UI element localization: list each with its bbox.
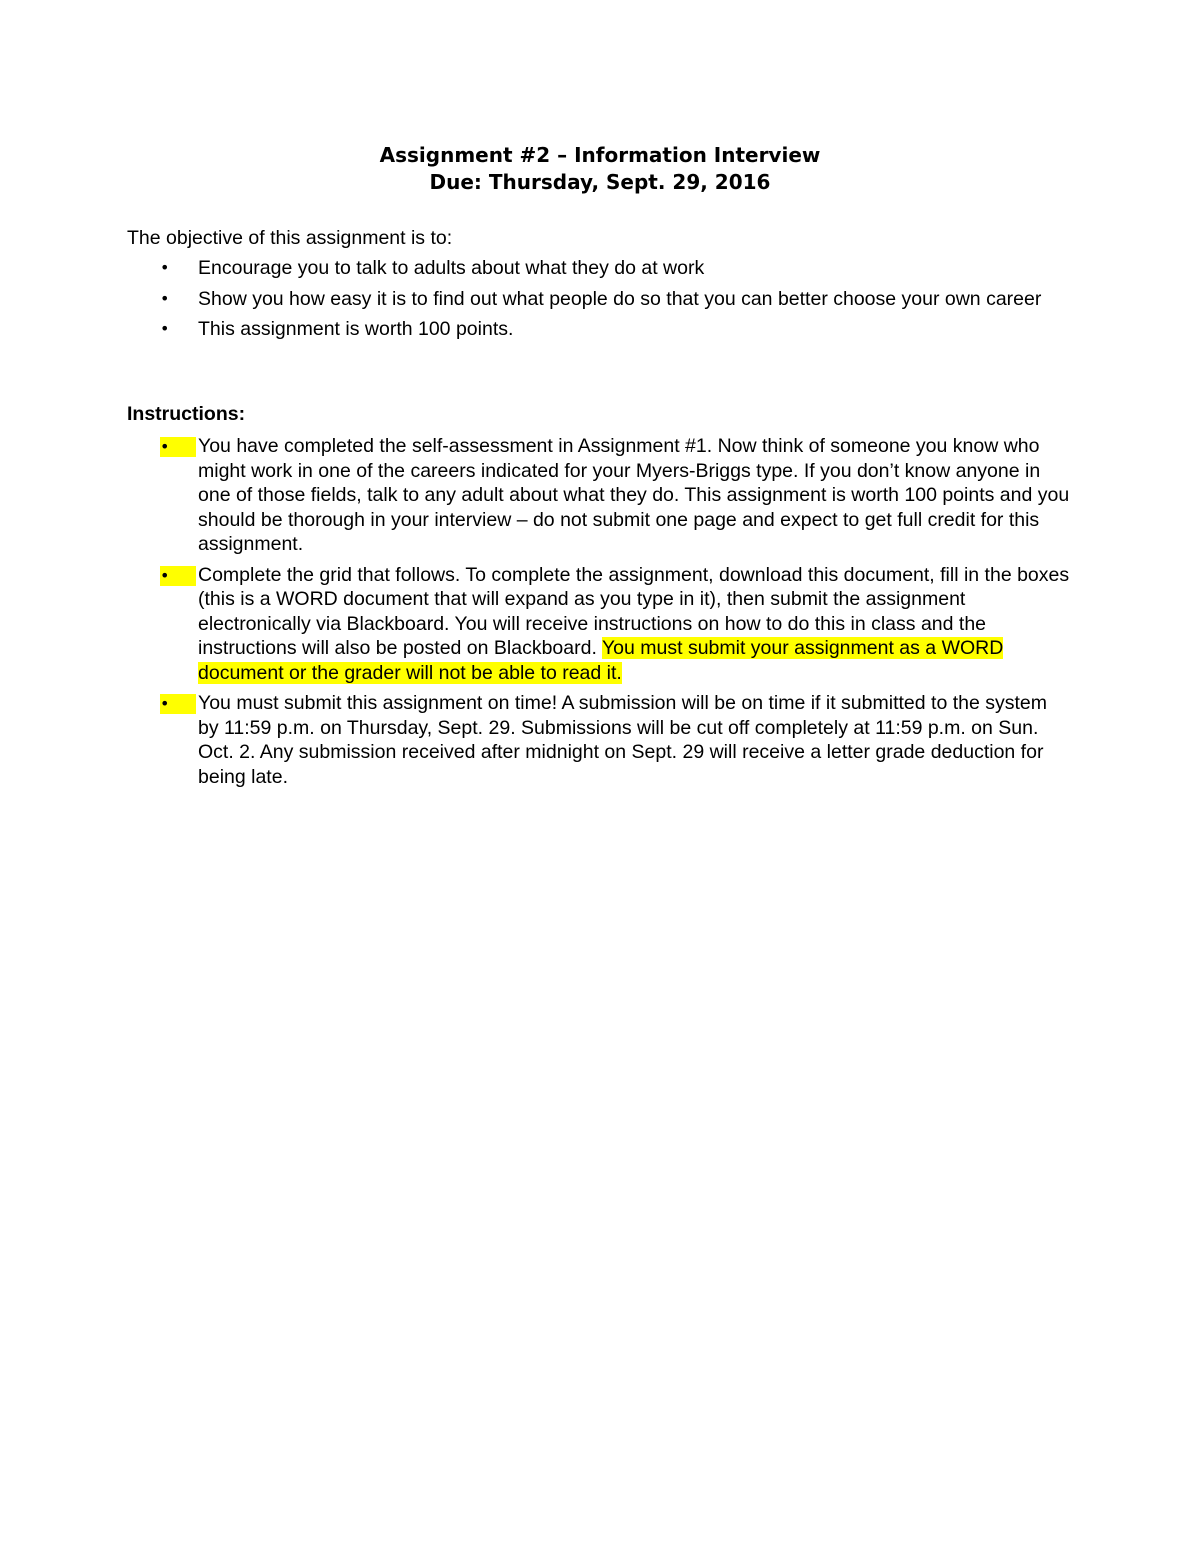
list-item	[0, 563, 1200, 686]
bullet-icon: •	[160, 319, 170, 338]
list-item	[0, 434, 1200, 557]
objective-text: This assignment is worth 100 points.	[198, 318, 514, 340]
instructions-list	[0, 434, 1200, 795]
instructions-heading: Instructions:	[127, 403, 246, 425]
due-date: Due: Thursday, Sept. 29, 2016	[429, 170, 771, 194]
bullet-icon: •	[160, 258, 170, 277]
list-item	[0, 691, 1200, 789]
bullet-icon: •	[160, 288, 170, 308]
document-title: Assignment #2 – Information Interview	[379, 143, 821, 167]
instruction-text: You must submit this assignment on time! A submission will be on time if it submitted to the system by 11:59 p.m. on Thursday, Sept. 29. Submissions will be cut off completely at 11:59 p.m. on Sun. Oct. 2. Any submission received after midnight on Sept. 29 will receive a letter grade deduction for being late.	[198, 692, 1047, 788]
document-header	[0, 142, 1200, 196]
list-item	[0, 287, 1200, 312]
list-item	[0, 256, 1200, 281]
bullet-icon: •	[160, 437, 196, 457]
bullet-icon: •	[160, 566, 196, 586]
list-item	[0, 317, 1200, 342]
highlighted-warning: You must submit your assignment as a WORD document or the grader will not be able to read it.	[198, 637, 1004, 684]
objective-text: Encourage you to talk to adults about what they do at work	[198, 257, 705, 279]
instruction-text: You have completed the self-assessment in Assignment #1. Now think of someone you know who might work in one of the careers indicated for your Myers-Briggs type. If you don’t know anyone in one of those fields, talk to any adult about what they do. This assignment is worth 100 points and you should be thorough in your interview – do not submit one page and expect to get full credit for this assignment.	[198, 435, 1070, 555]
instruction-text: Complete the grid that follows. To complete the assignment, download this document, fill in the boxes (this is a WORD document that will expand as you type in it), then submit the assignment electronically via Blackboard. You will receive instructions on how to do this in class and the instructions will also be posted on Blackboard.	[198, 563, 1070, 659]
objectives-intro: The objective of this assignment is to:	[127, 227, 453, 249]
bullet-icon: •	[160, 694, 196, 714]
objectives-list	[0, 256, 1200, 348]
objective-text: Show you how easy it is to find out what people do so that you can better choose your own career	[198, 287, 1042, 310]
